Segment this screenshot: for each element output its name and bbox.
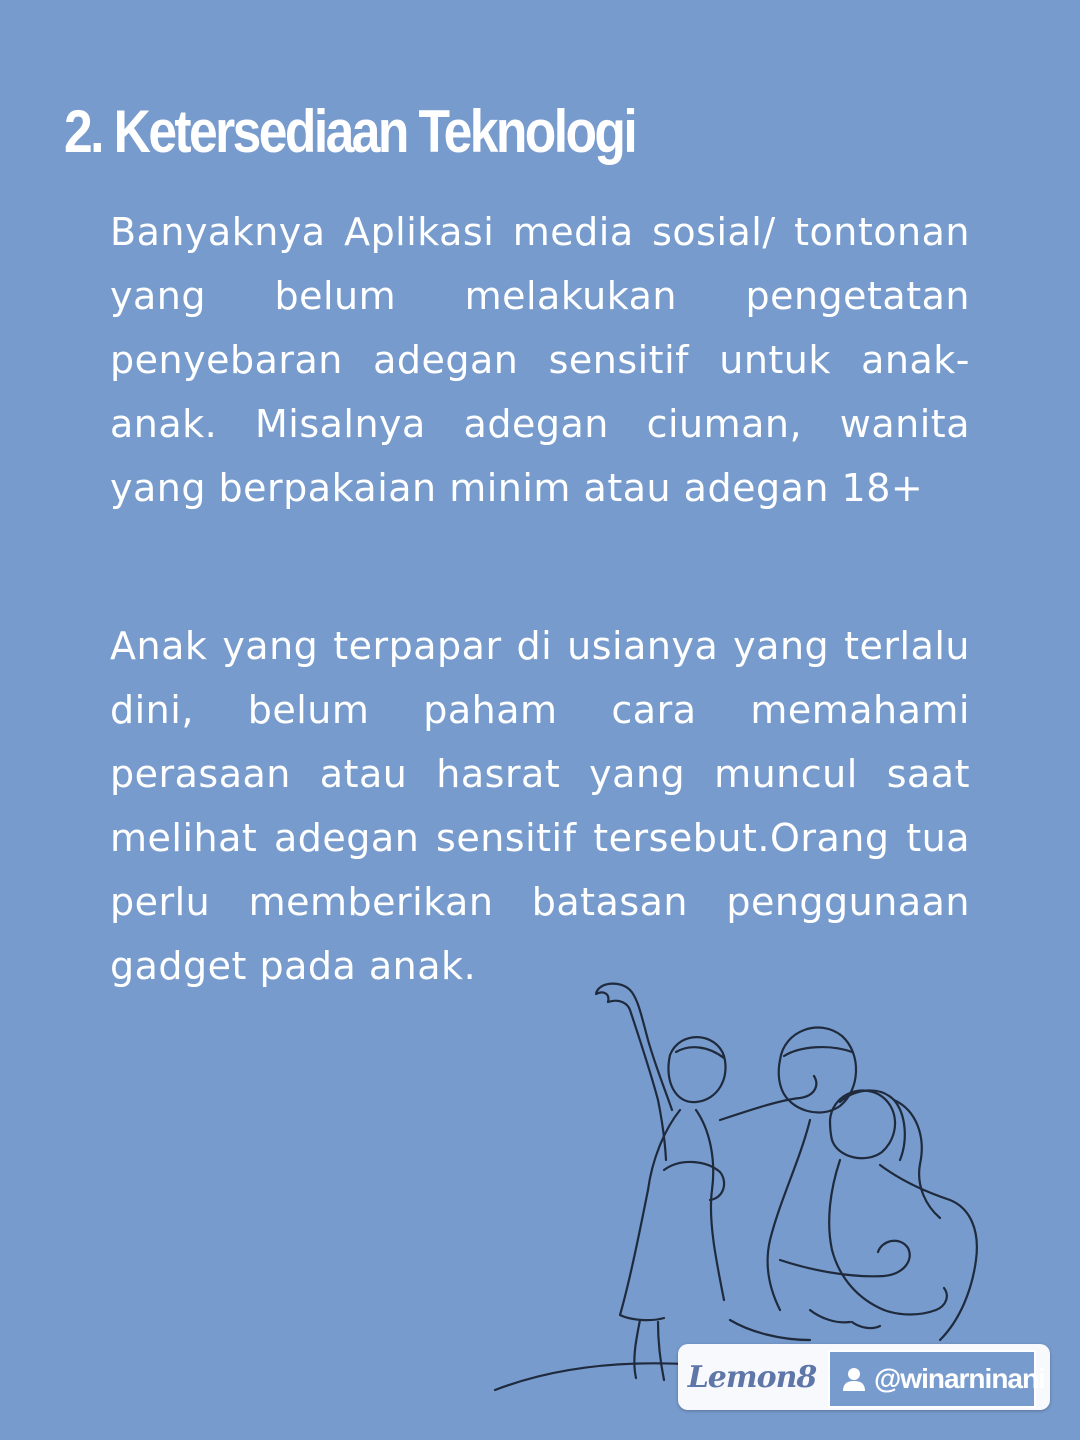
user-icon <box>842 1366 866 1392</box>
paragraph-parent-advice: Anak yang terpapar di usianya yang terlalu dini, belum paham cara memahami perasaan atau hasrat yang muncul saat melihat adegan sensitif tersebut.Orang tua perlu memberikan batasan penggunaan gadget pada anak. <box>110 624 970 988</box>
author-handle-badge[interactable] <box>828 1350 1045 1408</box>
lemon8-watermark <box>678 1344 1050 1410</box>
family-line-drawing-icon <box>480 960 1080 1400</box>
lemon8-logo: Lemon8 <box>687 1359 817 1395</box>
page-title: 2. Ketersediaan Teknologi <box>64 98 636 165</box>
author-handle: @winarninani <box>874 1363 1045 1394</box>
paragraph-technology-availability: Banyaknya Aplikasi media sosial/ tontonan yang belum melakukan pengetatan penyebaran adegan sensitif untuk anak-anak. Misalnya adegan ciuman, wanita yang berpakaian minim atau adegan 18+ <box>110 210 970 510</box>
